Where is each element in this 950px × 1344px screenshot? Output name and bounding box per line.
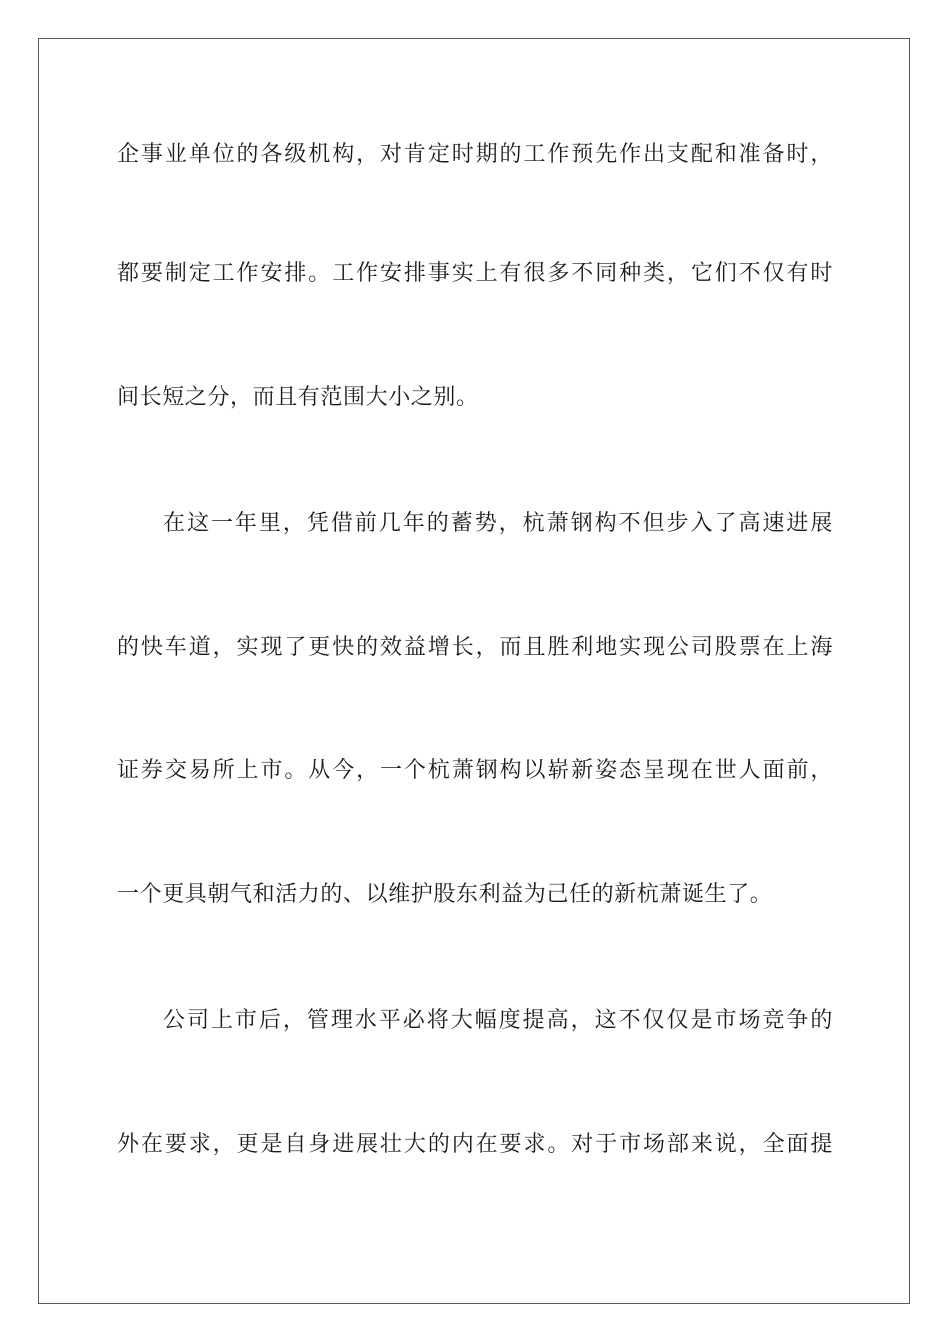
- paragraph-1-line-1: 企事业单位的各级机构，对肯定时期的工作预先作出支配和准备时，: [117, 142, 833, 167]
- paragraph-3-line-1: 公司上市后，管理水平必将大幅度提高，这不仅仅是市场竞争的: [163, 1008, 833, 1033]
- paragraph-1-line-3: 间长短之分，而且有范围大小之别。: [117, 385, 479, 410]
- paragraph-3-line-2: 外在要求，更是自身进展壮大的内在要求。对于市场部来说，全面提: [117, 1132, 833, 1157]
- paragraph-1-line-2: 都要制定工作安排。工作安排事实上有很多不同种类，它们不仅有时: [117, 261, 833, 286]
- paragraph-2-line-4: 一个更具朝气和活力的、以维护股东利益为己任的新杭萧诞生了。: [117, 882, 773, 907]
- paragraph-2-line-3: 证券交易所上市。从今，一个杭萧钢构以崭新姿态呈现在世人面前，: [117, 758, 833, 783]
- paragraph-2-line-1: 在这一年里，凭借前几年的蓄势，杭萧钢构不但步入了高速进展: [163, 511, 833, 536]
- paragraph-2-line-2: 的快车道，实现了更快的效益增长，而且胜利地实现公司股票在上海: [117, 635, 833, 660]
- page-frame: [38, 38, 910, 1304]
